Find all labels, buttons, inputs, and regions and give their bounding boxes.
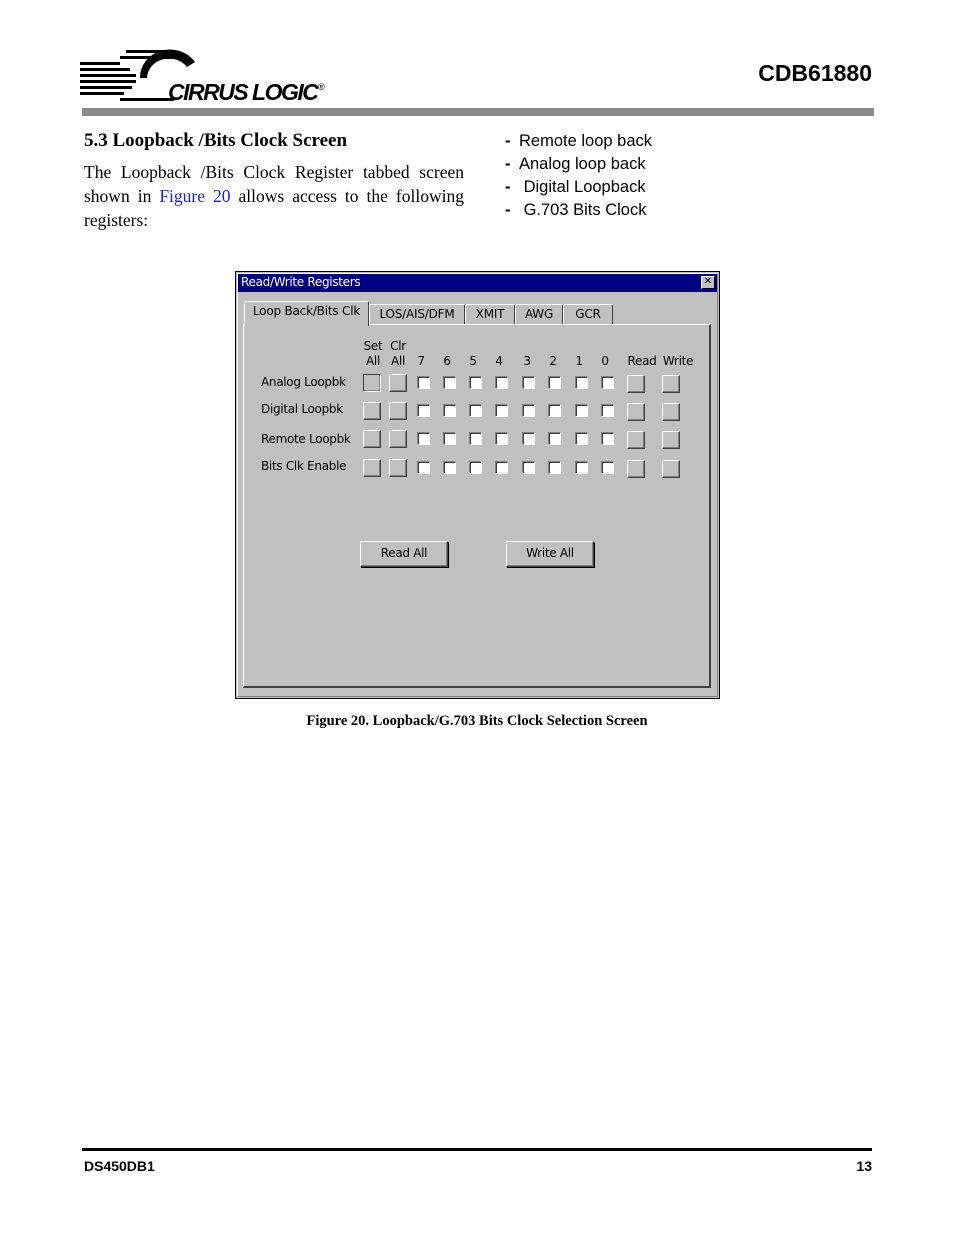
tab-gcr[interactable]: GCR xyxy=(563,304,613,325)
bit-4-checkbox-remote-loopbk[interactable] xyxy=(495,432,508,445)
section-heading: 5.3 Loopback /Bits Clock Screen xyxy=(84,130,348,151)
section-body xyxy=(84,160,464,232)
bit-7-checkbox-bits-clk-enable[interactable] xyxy=(417,461,430,474)
clr-all-button-digital-loopbk[interactable] xyxy=(389,402,407,420)
write-button-bits-clk-enable[interactable] xyxy=(662,460,680,478)
set-all-button-digital-loopbk[interactable] xyxy=(363,402,381,420)
row-label-analog-loopbk: Analog Loopbk xyxy=(261,375,346,389)
header-rule xyxy=(82,108,874,116)
list-item: - Analog loop back xyxy=(505,155,646,173)
bit-0-checkbox-remote-loopbk[interactable] xyxy=(601,432,614,445)
bit-7-checkbox-analog-loopbk[interactable] xyxy=(417,376,430,389)
bit-6-checkbox-analog-loopbk[interactable] xyxy=(443,376,456,389)
bit-1-checkbox-bits-clk-enable[interactable] xyxy=(575,461,588,474)
svg-text:®: ® xyxy=(318,82,325,92)
column-header-set-all: Set All xyxy=(363,339,383,368)
bit-3-checkbox-digital-loopbk[interactable] xyxy=(522,404,535,417)
write-button-digital-loopbk[interactable] xyxy=(662,403,680,421)
bit-6-checkbox-remote-loopbk[interactable] xyxy=(443,432,456,445)
document-title: CDB61880 xyxy=(758,60,872,86)
bit-4-checkbox-analog-loopbk[interactable] xyxy=(495,376,508,389)
bit-1-checkbox-digital-loopbk[interactable] xyxy=(575,404,588,417)
list-item: - G.703 Bits Clock xyxy=(505,201,647,219)
bit-0-checkbox-digital-loopbk[interactable] xyxy=(601,404,614,417)
bit-0-checkbox-bits-clk-enable[interactable] xyxy=(601,461,614,474)
list-item: - Remote loop back xyxy=(505,132,652,150)
dialog-titlebar[interactable] xyxy=(238,274,717,292)
svg-text:CIRRUS LOGIC: CIRRUS LOGIC xyxy=(168,79,318,105)
row-label-remote-loopbk: Remote Loopbk xyxy=(261,432,351,446)
column-header-bit-2: 2 xyxy=(549,354,557,368)
row-label-digital-loopbk: Digital Loopbk xyxy=(261,402,343,416)
column-header-bit-3: 3 xyxy=(523,354,531,368)
bit-7-checkbox-digital-loopbk[interactable] xyxy=(417,404,430,417)
cirrus-logic-logo xyxy=(80,48,330,108)
bit-0-checkbox-analog-loopbk[interactable] xyxy=(601,376,614,389)
bit-5-checkbox-remote-loopbk[interactable] xyxy=(469,432,482,445)
close-button[interactable] xyxy=(701,276,715,289)
column-header-read: Read xyxy=(627,354,657,368)
bit-4-checkbox-digital-loopbk[interactable] xyxy=(495,404,508,417)
set-all-button-analog-loopbk[interactable] xyxy=(363,374,381,392)
set-all-button-remote-loopbk[interactable] xyxy=(363,430,381,448)
register-list xyxy=(505,130,652,222)
column-header-bit-0: 0 xyxy=(601,354,609,368)
column-header-bit-7: 7 xyxy=(417,354,425,368)
figure-caption: Figure 20. Loopback/G.703 Bits Clock Selection Screen xyxy=(306,713,648,729)
read-button-bits-clk-enable[interactable] xyxy=(627,460,645,478)
column-header-bit-6: 6 xyxy=(443,354,451,368)
bit-2-checkbox-analog-loopbk[interactable] xyxy=(548,376,561,389)
bit-6-checkbox-digital-loopbk[interactable] xyxy=(443,404,456,417)
tab-xmit[interactable]: XMIT xyxy=(465,304,515,325)
bit-2-checkbox-bits-clk-enable[interactable] xyxy=(548,461,561,474)
bit-1-checkbox-analog-loopbk[interactable] xyxy=(575,376,588,389)
read-button-remote-loopbk[interactable] xyxy=(627,431,645,449)
write-all-button[interactable]: Write All xyxy=(506,541,594,567)
list-item: - Digital Loopback xyxy=(505,178,646,196)
bit-2-checkbox-digital-loopbk[interactable] xyxy=(548,404,561,417)
column-header-write: Write xyxy=(662,354,694,368)
bit-5-checkbox-analog-loopbk[interactable] xyxy=(469,376,482,389)
tab-loop-back-bits-clk[interactable]: Loop Back/Bits Clk xyxy=(244,301,369,326)
clr-all-button-bits-clk-enable[interactable] xyxy=(389,459,407,477)
bit-3-checkbox-analog-loopbk[interactable] xyxy=(522,376,535,389)
close-icon: ✕ xyxy=(703,276,713,287)
footer-rule xyxy=(82,1148,872,1151)
clr-all-button-analog-loopbk[interactable] xyxy=(389,374,407,392)
bit-7-checkbox-remote-loopbk[interactable] xyxy=(417,432,430,445)
tab-los-ais-dfm[interactable]: LOS/AIS/DFM xyxy=(369,304,465,325)
bit-3-checkbox-bits-clk-enable[interactable] xyxy=(522,461,535,474)
row-label-bits-clk-enable: Bits Clk Enable xyxy=(261,459,347,473)
bit-5-checkbox-digital-loopbk[interactable] xyxy=(469,404,482,417)
read-all-button[interactable]: Read All xyxy=(360,541,448,567)
clr-all-button-remote-loopbk[interactable] xyxy=(389,430,407,448)
tab-awg[interactable]: AWG xyxy=(515,304,563,325)
bit-3-checkbox-remote-loopbk[interactable] xyxy=(522,432,535,445)
column-header-bit-5: 5 xyxy=(469,354,477,368)
bit-6-checkbox-bits-clk-enable[interactable] xyxy=(443,461,456,474)
read-button-analog-loopbk[interactable] xyxy=(627,375,645,393)
footer-doc-id: DS450DB1 xyxy=(84,1158,155,1174)
read-button-digital-loopbk[interactable] xyxy=(627,403,645,421)
read-write-registers-dialog xyxy=(235,271,720,699)
column-header-bit-4: 4 xyxy=(495,354,503,368)
bit-1-checkbox-remote-loopbk[interactable] xyxy=(575,432,588,445)
column-header-bit-1: 1 xyxy=(575,354,583,368)
dialog-title: Read/Write Registers xyxy=(241,275,361,289)
set-all-button-bits-clk-enable[interactable] xyxy=(363,459,381,477)
bit-5-checkbox-bits-clk-enable[interactable] xyxy=(469,461,482,474)
write-button-analog-loopbk[interactable] xyxy=(662,375,680,393)
bit-4-checkbox-bits-clk-enable[interactable] xyxy=(495,461,508,474)
write-button-remote-loopbk[interactable] xyxy=(662,431,680,449)
bit-2-checkbox-remote-loopbk[interactable] xyxy=(548,432,561,445)
body-text-end: allows access to the following registers: xyxy=(84,186,464,230)
column-header-clr-all: Clr All xyxy=(390,339,406,368)
page-number: 13 xyxy=(856,1158,872,1174)
figure-20-link[interactable]: Figure 20 xyxy=(159,186,231,206)
body-text-start: The Loopback /Bits Clock Register tabbed screen shown in xyxy=(84,162,464,206)
